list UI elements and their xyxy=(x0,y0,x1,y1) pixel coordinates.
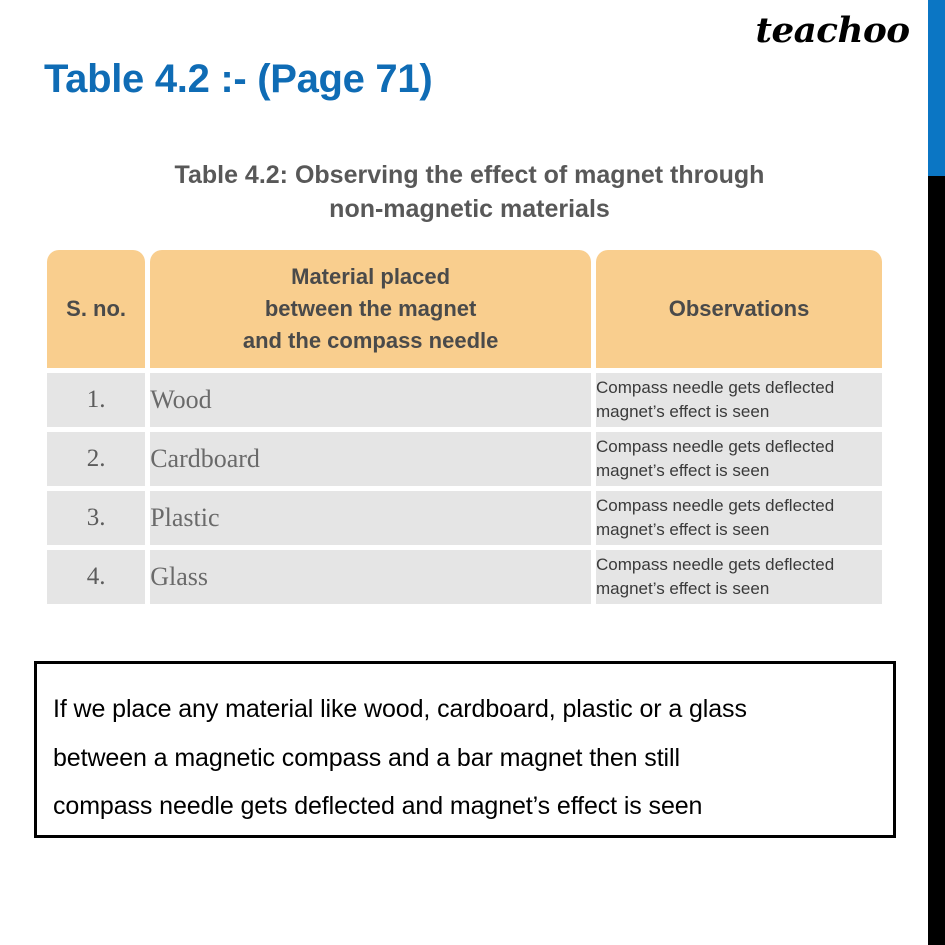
conclusion-line-2: between a magnetic compass and a bar magnet then still xyxy=(53,743,680,772)
right-edge-accent-bar-black xyxy=(928,176,945,945)
column-header-material-line-1: Material placed xyxy=(291,264,451,290)
cell-serial-number: 2. xyxy=(47,432,145,486)
column-header-material xyxy=(150,250,591,368)
table-head xyxy=(47,250,882,368)
cell-observation-line-1: Compass needle gets deflected xyxy=(596,495,835,515)
cell-material: Cardboard xyxy=(150,432,591,486)
table-row xyxy=(47,432,882,486)
observations-table xyxy=(42,245,887,609)
table-caption-line-2: non-magnetic materials xyxy=(329,194,610,223)
table-body xyxy=(47,373,882,604)
column-header-observations: Observations xyxy=(596,250,882,368)
conclusion-line-1: If we place any material like wood, cardboard, plastic or a glass xyxy=(53,695,747,723)
table-row xyxy=(47,491,882,545)
table-row xyxy=(47,550,882,604)
conclusion-text xyxy=(37,664,893,831)
cell-serial-number: 3. xyxy=(47,491,145,545)
page-title: Table 4.2 :- (Page 71) xyxy=(44,57,433,101)
cell-observation xyxy=(596,550,882,604)
table-header-row xyxy=(47,250,882,368)
cell-observation xyxy=(596,491,882,545)
cell-observation-line-2: magnet’s effect is seen xyxy=(596,579,770,598)
cell-observation xyxy=(596,373,882,427)
cell-material: Plastic xyxy=(150,491,591,545)
cell-material: Glass xyxy=(150,550,591,604)
column-header-serial-number: S. no. xyxy=(47,250,145,368)
teachoo-logo: teachoo xyxy=(755,10,910,51)
table-row xyxy=(47,373,882,427)
conclusion-box xyxy=(34,661,896,838)
cell-observation-line-1: Compass needle gets deflected xyxy=(596,377,835,397)
cell-observation-line-1: Compass needle gets deflected xyxy=(596,436,835,456)
conclusion-line-3: compass needle gets deflected and magnet’s effect is seen xyxy=(53,792,703,820)
cell-observation-line-2: magnet’s effect is seen xyxy=(596,402,770,421)
table-caption xyxy=(47,159,892,227)
cell-serial-number: 4. xyxy=(47,550,145,604)
cell-material: Wood xyxy=(150,373,591,427)
cell-observation-line-1: Compass needle gets deflected xyxy=(596,554,835,574)
cell-observation-line-2: magnet’s effect is seen xyxy=(596,520,770,539)
cell-observation xyxy=(596,432,882,486)
column-header-material-line-2: between the magnet xyxy=(264,296,477,322)
table-caption-line-1: Table 4.2: Observing the effect of magnet through xyxy=(174,161,765,189)
column-header-material-line-3: and the compass needle xyxy=(242,327,499,353)
cell-observation-line-2: magnet’s effect is seen xyxy=(596,461,770,480)
right-edge-accent-bar-blue xyxy=(928,0,945,176)
cell-serial-number: 1. xyxy=(47,373,145,427)
